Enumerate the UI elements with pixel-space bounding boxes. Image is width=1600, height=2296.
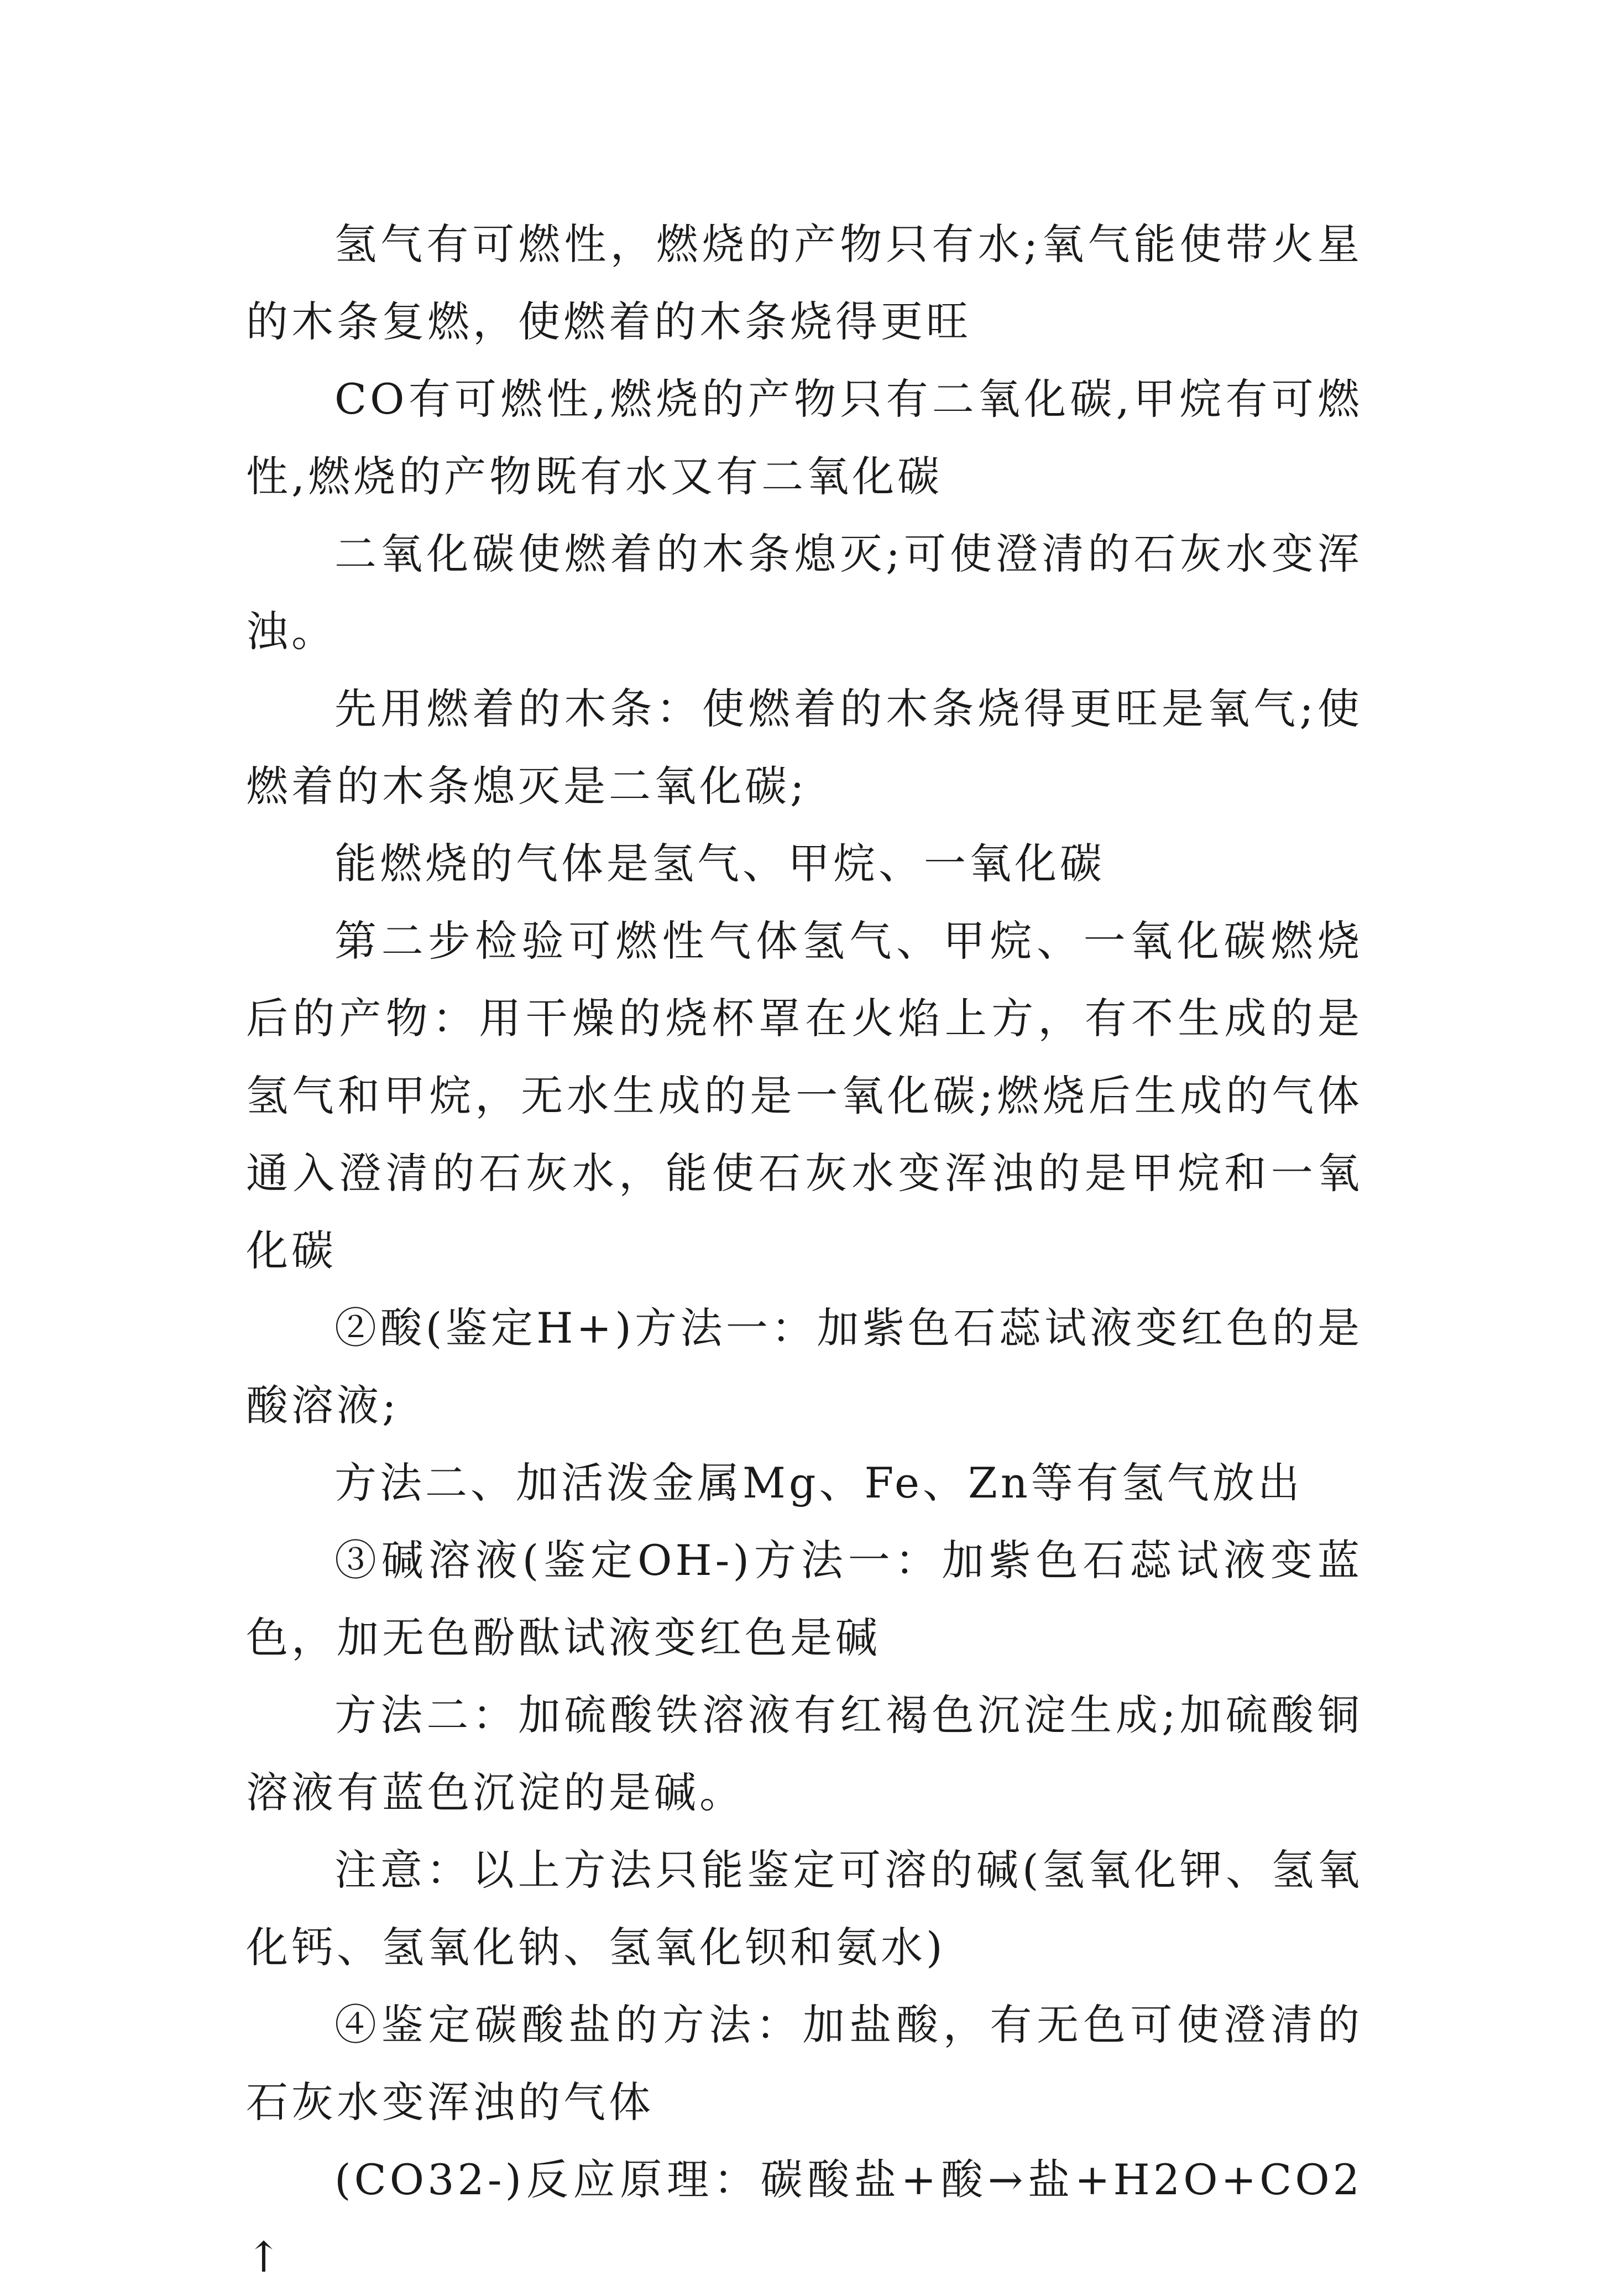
paragraph-reaction-principle: (CO32-)反应原理：碳酸盐+酸→盐+H2O+CO2↑ <box>246 2155 1363 2282</box>
paragraph-acid-method-two: 方法二、加活泼金属Mg、Fe、Zn等有氢气放出 <box>334 1458 1303 1507</box>
paragraph-carbon-dioxide: 二氧化碳使燃着的木条熄灭;可使澄清的石灰水变浑浊。 <box>246 529 1363 656</box>
paragraph-carbonate-method: ④鉴定碳酸盐的方法：加盐酸，有无色可使澄清的石灰水变浑浊的气体 <box>246 2000 1363 2127</box>
paragraph-burning-stick-test: 先用燃着的木条：使燃着的木条烧得更旺是氧气;使燃着的木条熄灭是二氧化碳; <box>246 684 1363 811</box>
paragraph-acid-method-one: ②酸(鉴定H+)方法一：加紫色石蕊试液变红色的是酸溶液; <box>246 1303 1363 1430</box>
paragraph-co-methane: CO有可燃性,燃烧的产物只有二氧化碳,甲烷有可燃性,燃烧的产物既有水又有二氧化碳 <box>246 374 1363 501</box>
paragraph-note: 注意：以上方法只能鉴定可溶的碱(氢氧化钾、氢氧化钙、氢氧化钠、氢氧化钡和氨水) <box>246 1845 1363 1972</box>
document-body <box>246 206 1363 2296</box>
paragraph-base-method-one: ③碱溶液(鉴定OH-)方法一：加紫色石蕊试液变蓝色，加无色酚酞试液变红色是碱 <box>246 1536 1363 1662</box>
paragraph-base-method-two: 方法二：加硫酸铁溶液有红褐色沉淀生成;加硫酸铜溶液有蓝色沉淀的是碱。 <box>246 1690 1363 1817</box>
paragraph-combustible-gases: 能燃烧的气体是氢气、甲烷、一氧化碳 <box>334 839 1105 888</box>
paragraph-hydrogen-oxygen: 氢气有可燃性，燃烧的产物只有水;氧气能使带火星的木条复燃，使燃着的木条烧得更旺 <box>246 220 1363 346</box>
paragraph-step-two: 第二步检验可燃性气体氢气、甲烷、一氧化碳燃烧后的产物：用干燥的烧杯罩在火焰上方，有不生成的是氢气和甲烷，无水生成的是一氧化碳;燃烧后生成的气体通入澄清的石灰水，能使石灰水变浑浊的是甲烷和一氧化碳 <box>246 916 1363 1275</box>
